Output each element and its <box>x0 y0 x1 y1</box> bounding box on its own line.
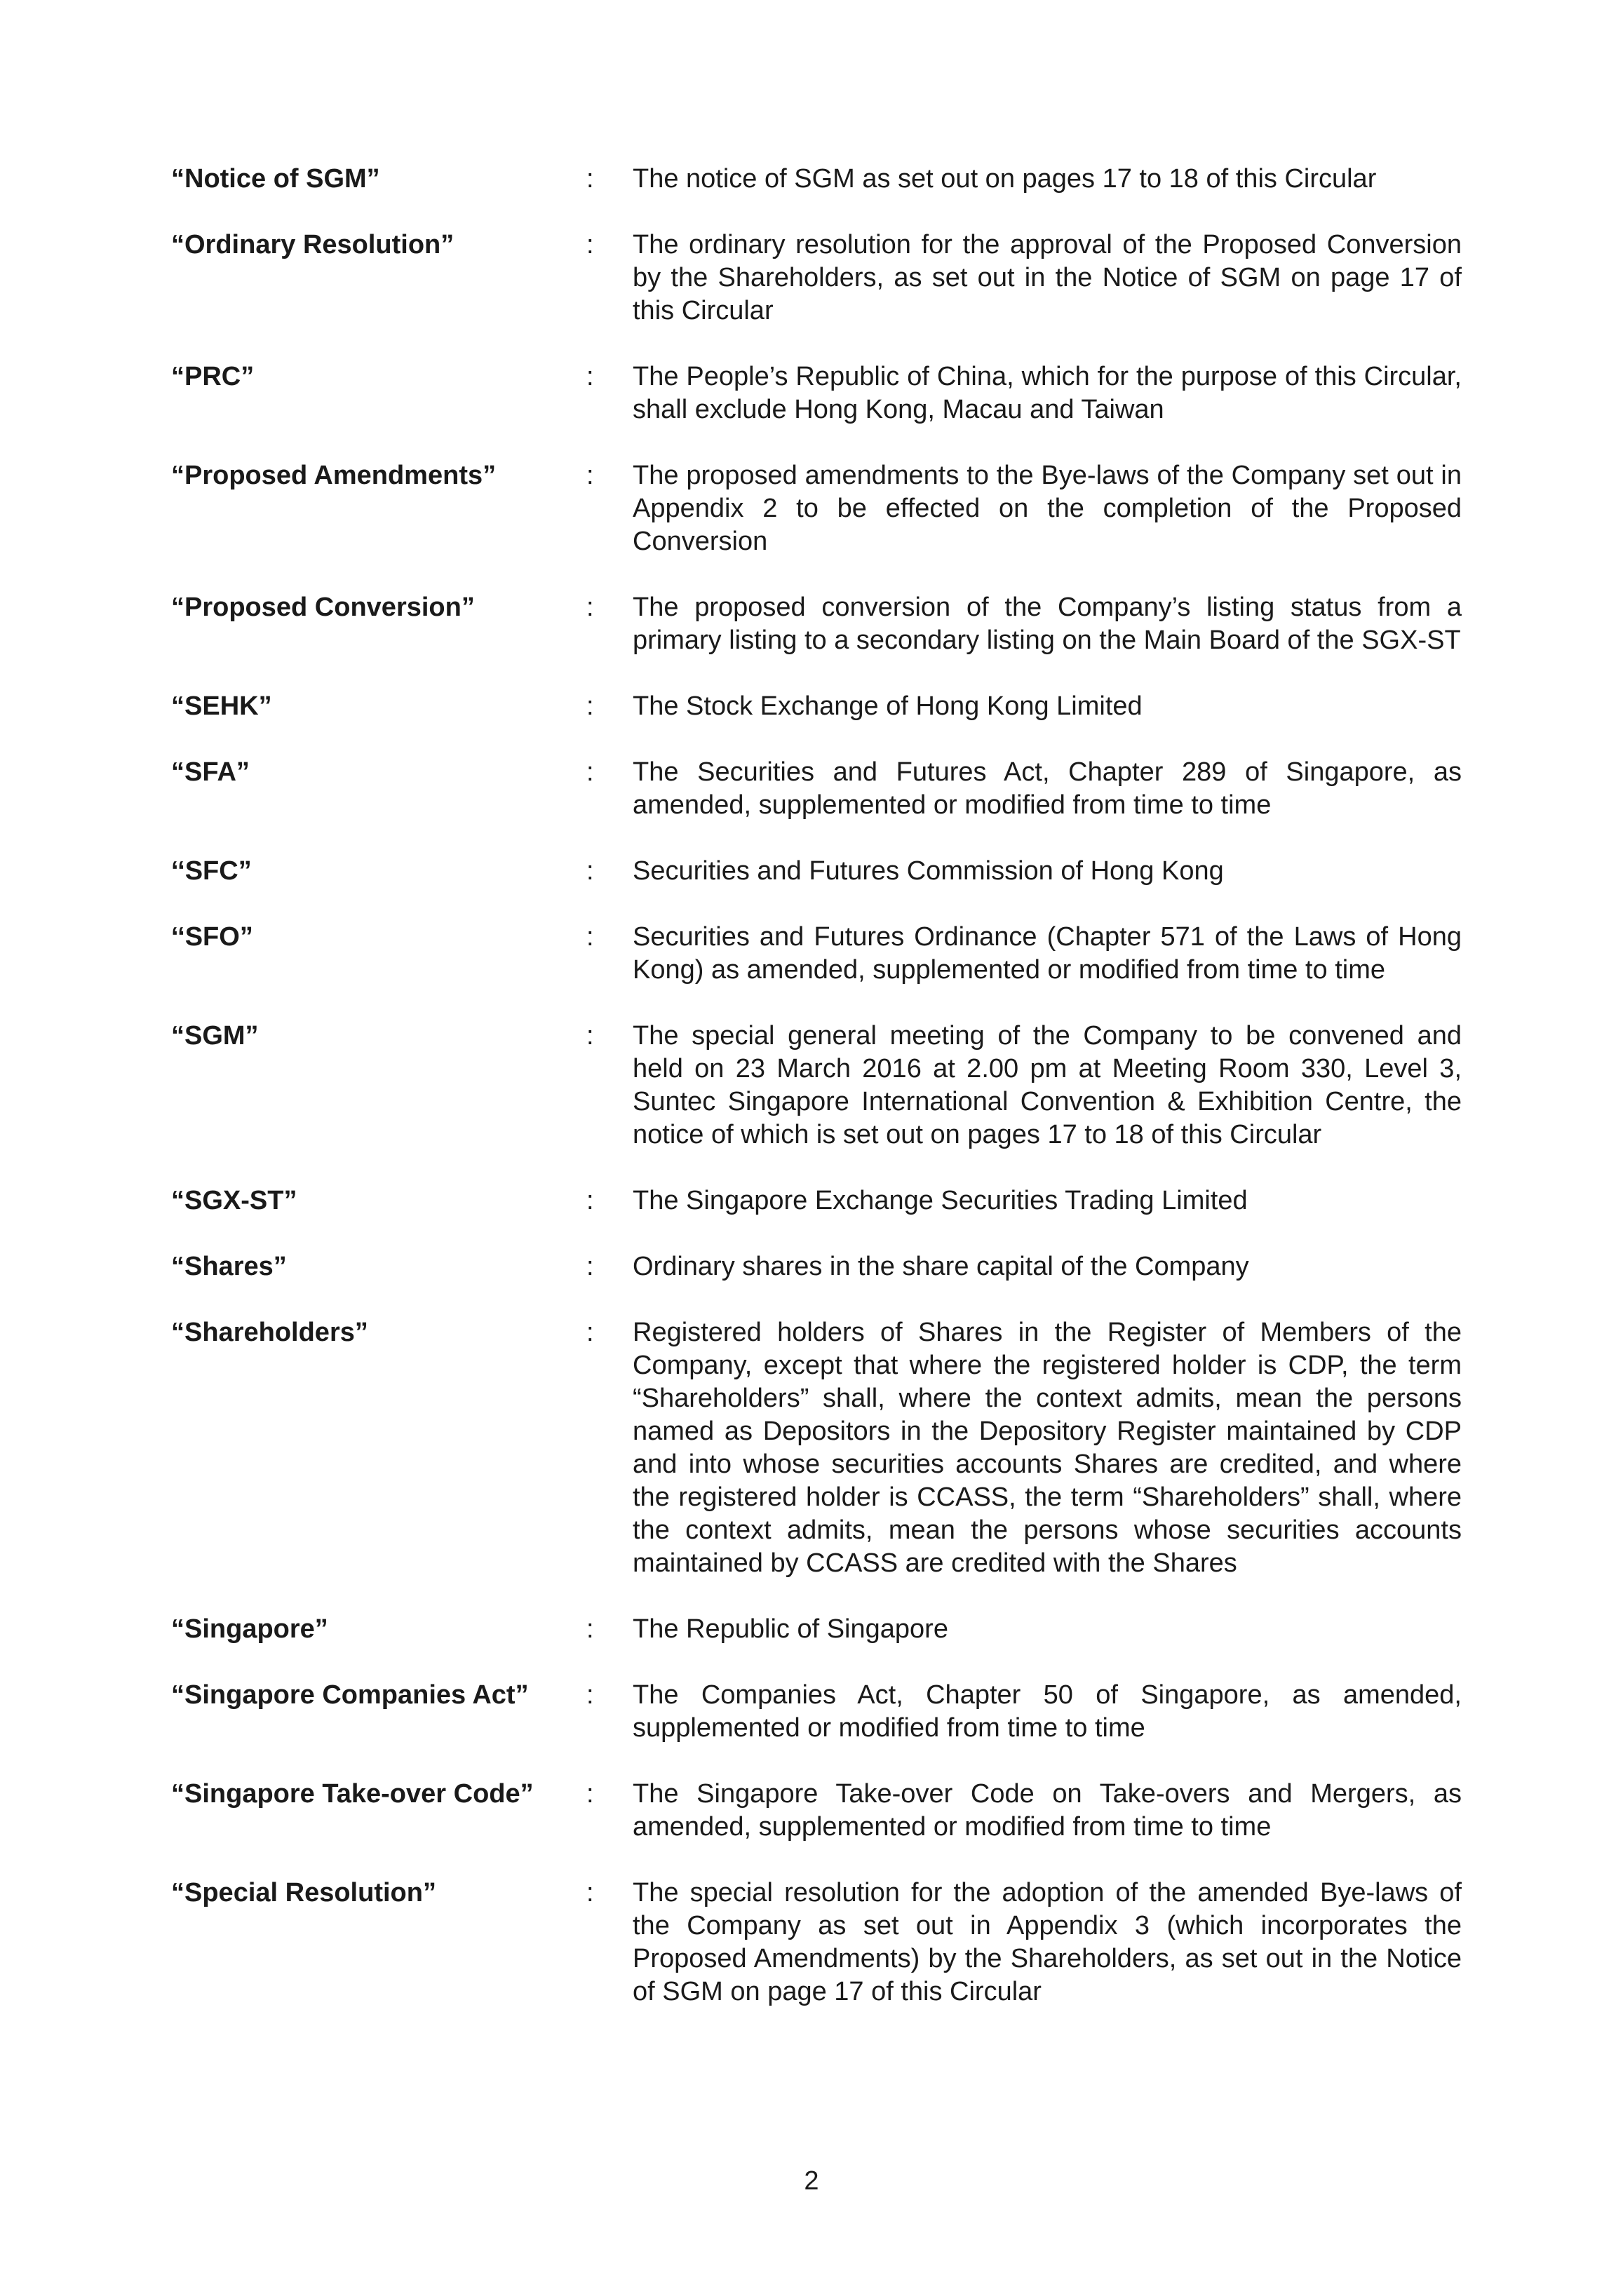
definition-text: The People’s Republic of China, which for the purpose of this Circular, shall exclude Hong Kong, Macau and Taiwan <box>633 362 1462 424</box>
definition-row <box>171 360 1462 426</box>
definition-row <box>171 1679 1462 1745</box>
definition-colon: : <box>586 593 594 622</box>
definition-row <box>171 1877 1462 2008</box>
definition-text: The Stock Exchange of Hong Kong Limited <box>633 691 1143 721</box>
definition-text: Securities and Futures Ordinance (Chapter 571 of the Laws of Hong Kong) as amended, supplemented or modified from time to time <box>633 922 1462 985</box>
definition-colon: : <box>586 230 594 259</box>
definition-colon: : <box>586 164 594 194</box>
definition-colon: : <box>586 1680 594 1710</box>
page-number: 2 <box>804 2166 819 2196</box>
definition-term: “Shares” <box>171 1252 287 1281</box>
definition-colon: : <box>586 1614 594 1644</box>
definition-row <box>171 229 1462 327</box>
definitions-list <box>171 163 1462 2041</box>
definition-colon: : <box>586 1186 594 1215</box>
definition-colon: : <box>586 362 594 391</box>
definition-colon: : <box>586 461 594 490</box>
definition-colon: : <box>586 1318 594 1347</box>
definition-text: Securities and Futures Commission of Hong Kong <box>633 856 1224 886</box>
definition-text: The proposed conversion of the Company’s listing status from a primary listing to a secondary listing on the Main Board of the SGX-ST <box>633 593 1462 655</box>
definition-term: ‘‘SFO” <box>171 922 253 952</box>
definition-colon: : <box>586 1252 594 1281</box>
definition-term: “Ordinary Resolution” <box>171 230 454 259</box>
definition-term: “SEHK” <box>171 691 272 721</box>
definition-term: “Notice of SGM” <box>171 164 380 194</box>
definition-text: The notice of SGM as set out on pages 17 to 18 of this Circular <box>633 164 1377 194</box>
definition-text: Ordinary shares in the share capital of the Company <box>633 1252 1249 1281</box>
definition-row <box>171 1613 1462 1646</box>
definition-row <box>171 921 1462 987</box>
definition-text: Registered holders of Shares in the Register of Members of the Company, except that where the registered holder is CDP, the term “Shareholders” shall, where the context admits, mean the persons named as Depositors in the Depository Register maintained by CDP and into whose securities accounts Shares are credited, and where the registered holder is CCASS, the term “Shareholders” shall, where the context admits, mean the persons whose securities accounts maintained by CCASS are credited with the Shares <box>633 1318 1462 1578</box>
definition-row <box>171 1778 1462 1844</box>
definition-text: The Singapore Exchange Securities Trading Limited <box>633 1186 1248 1215</box>
definition-text: The Securities and Futures Act, Chapter 289 of Singapore, as amended, supplemented or modified from time to time <box>633 757 1462 820</box>
definition-row <box>171 1316 1462 1580</box>
definition-term: “Proposed Conversion” <box>171 593 475 622</box>
definition-text: The special general meeting of the Company to be convened and held on 23 March 2016 at 2.00 pm at Meeting Room 330, Level 3, Suntec Singapore International Convention & Exhibition Centre, the notice of which is set out on pages 17 to 18 of this Circular <box>633 1021 1462 1149</box>
definition-text: The Republic of Singapore <box>633 1614 948 1644</box>
definition-colon: : <box>586 757 594 787</box>
definition-row <box>171 1250 1462 1283</box>
definition-row <box>171 756 1462 822</box>
definition-text: The ordinary resolution for the approval of the Proposed Conversion by the Shareholders, as set out in the Notice of SGM on page 17 of this Circular <box>633 230 1462 325</box>
definition-term: ‘‘SFC” <box>171 856 252 886</box>
definition-term: “SGM” <box>171 1021 259 1051</box>
definition-term: “PRC” <box>171 362 255 391</box>
definition-row <box>171 459 1462 558</box>
definition-term: “Proposed Amendments” <box>171 461 497 490</box>
definition-row <box>171 1184 1462 1217</box>
definition-text: The proposed amendments to the Bye-laws of the Company set out in Appendix 2 to be effected on the completion of the Proposed Conversion <box>633 461 1462 556</box>
definition-term: “Singapore Take-over Code” <box>171 1779 534 1809</box>
definition-term: “Special Resolution” <box>171 1878 436 1907</box>
definition-text: The Singapore Take-over Code on Take-overs and Mergers, as amended, supplemented or modified from time to time <box>633 1779 1462 1842</box>
definition-term: “Singapore” <box>171 1614 328 1644</box>
definition-colon: : <box>586 922 594 952</box>
definition-row <box>171 1020 1462 1152</box>
definition-row <box>171 690 1462 723</box>
definition-row <box>171 591 1462 657</box>
definition-colon: : <box>586 1779 594 1809</box>
definition-term: “Singapore Companies Act” <box>171 1680 529 1710</box>
definition-term: “Shareholders” <box>171 1318 368 1347</box>
definition-text: The Companies Act, Chapter 50 of Singapore, as amended, supplemented or modified from time to time <box>633 1680 1462 1743</box>
definition-text: The special resolution for the adoption of the amended Bye-laws of the Company as set out in Appendix 3 (which incorporates the Proposed Amendments) by the Shareholders, as set out in the Notice of SGM on page 17 of this Circular <box>633 1878 1462 2006</box>
definition-colon: : <box>586 856 594 886</box>
definition-colon: : <box>586 1878 594 1907</box>
definition-row <box>171 855 1462 888</box>
definition-term: “SGX-ST” <box>171 1186 297 1215</box>
definition-colon: : <box>586 691 594 721</box>
definition-row <box>171 163 1462 196</box>
definition-colon: : <box>586 1021 594 1051</box>
definition-term: “SFA” <box>171 757 250 787</box>
